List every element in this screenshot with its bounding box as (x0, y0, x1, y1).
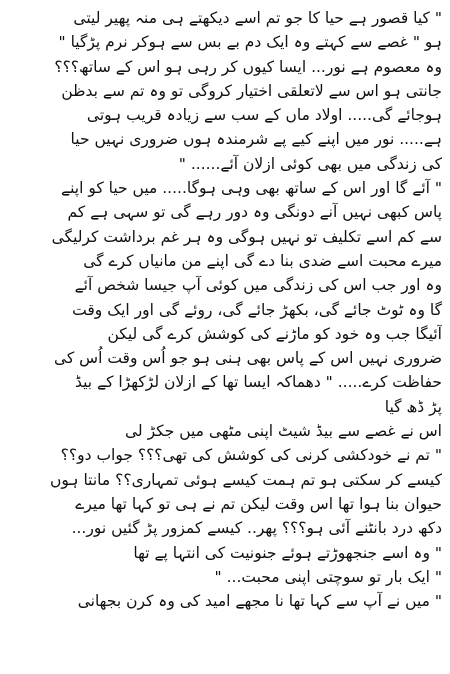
text-line-1: " کیا قصور ہے حیا کا جو تم اسے دیکھتے ہی منہ پھیر لیتی (73, 9, 442, 27)
document-page (8, 6, 442, 668)
text-line-18: اس نے غصے سے بیڈ شیٹ اپنی مٹھی میں جکڑ لی (125, 422, 442, 441)
text-line-15: ضروری نہیں اس کے پاس بھی ہنی ہو جو اُس وقت اُس کی (53, 349, 442, 368)
text-line-14: آئیگا جب وہ خود کو ماڑنے کی کوشش کرے گی لیکن (107, 324, 442, 343)
text-line-17: پڑ ڈھ گیا (384, 397, 442, 416)
text-line-25: " میں نے آپ سے کہا تھا نا مجھے امید کی وہ کرن بجھانی (77, 592, 442, 611)
text-line-23: " وہ اسے جنجھوڑتے ہوئے جنونیت کی انتہا پے تھا (133, 543, 442, 562)
text-line-7: کی زندگی میں بھی کوئی ازلان آئے...... " (178, 154, 442, 173)
text-line-3: وہ معصوم ہے نور... ایسا کیوں کر رہی ہو اس کے ساتھ؟؟؟ (54, 57, 442, 76)
text-line-22: دکھ درد بانٹنے آئی ہو؟؟؟ پھر.. کیسے کمزور پڑ گئیں نور... (71, 519, 442, 538)
text-line-20: کیسے کر سکتی ہو تم ہمت کیسے ہوئی تمہاری؟؟ مانتا ہوں (50, 470, 442, 489)
text-line-6: ہے..... نور میں اپنے کیے پے شرمندہ ہوں ضروری نہیں حیا (70, 130, 442, 149)
text-line-21: حیوان بنا ہوا تھا اس وقت لیکن تم نے ہی تو کہا تھا میرے (75, 494, 442, 513)
text-line-8: " آئے گا اور اس کے ساتھ بھی وہی ہوگا..... میں حیا کو اپنے (61, 179, 442, 198)
text-line-19: " تم نے خودکشی کرنی کی کوشش کی تھی؟؟؟ جواب دو؟؟ (60, 446, 442, 465)
text-line-16: حفاظت کرے..... " دھماکہ ایسا تھا کے ازلان لڑکھڑا کے بیڈ (74, 373, 442, 392)
text-line-13: گا وہ ٹوٹ جائے گی، بکھڑ جائے گی، روئے گی اور ایک وقت (72, 300, 442, 319)
text-line-11: میرے محبت اسے ضدی بنا دے گی اپنے من مانیاں کرے گی (83, 251, 442, 270)
text-line-2: ہو " غصے سے کہتے وہ ایک دم بے بس سے ہوکر نرم پڑگیا " (58, 33, 442, 52)
text-line-9: پاس کبھی نہیں آنے دونگی وہ دور رہے گی تو سہی ہے کم (67, 203, 442, 222)
text-line-24: " ایک بار تو سوچتی اپنی محبت... " (214, 567, 442, 586)
text-line-4: جانتی ہو اس سے لاتعلقی اختیار کروگی تو وہ تم سے بدظن (61, 81, 442, 100)
text-line-12: وہ اور جب اس کی زندگی میں کوئی آپ جیسا شخص آئے (74, 276, 442, 295)
text-line-5: ہوجائے گی..... اولاد ماں کے سب سے زیادہ قریب ہوتی (86, 106, 442, 125)
text-line-10: سے کم اسے تکلیف تو نہیں ہوگی وہ ہر غم برداشت کرلیگی (51, 227, 442, 246)
